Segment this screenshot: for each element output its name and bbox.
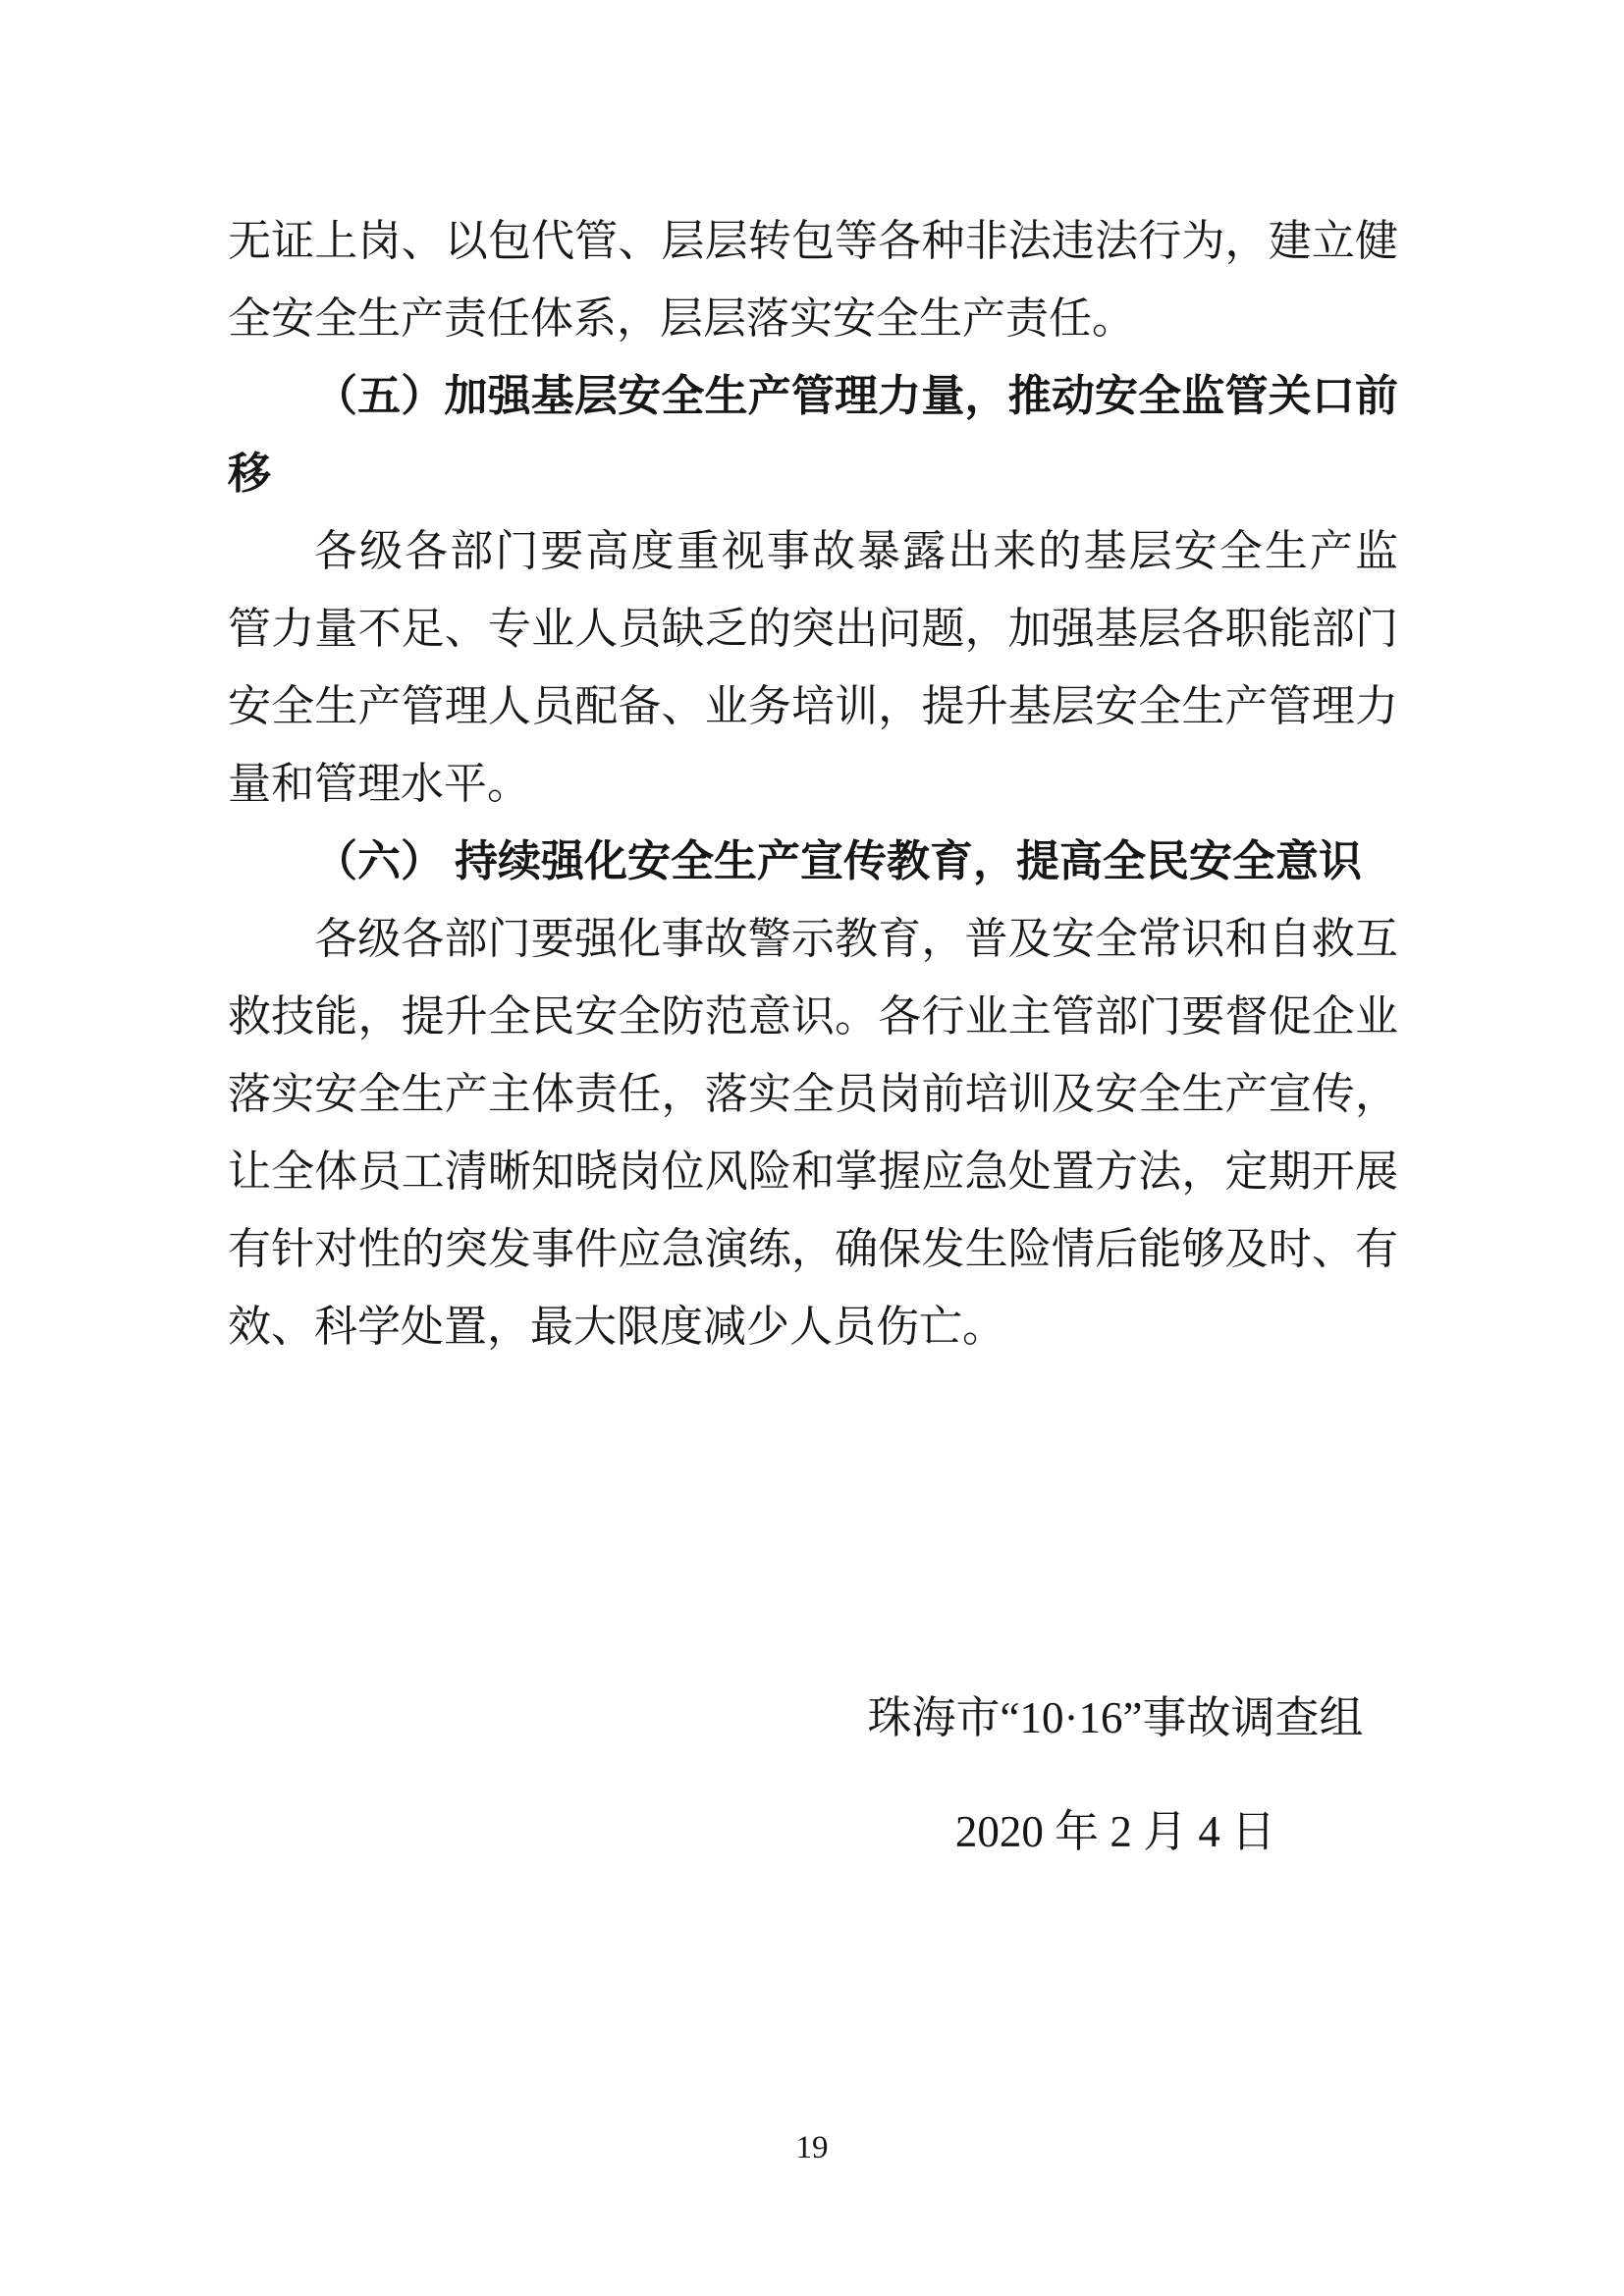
body-text-line: 量和管理水平。 (228, 760, 530, 808)
body-text-line: 有针对性的突发事件应急演练，确保发生险情后能够及时、有 (228, 1225, 1398, 1273)
body-text-line: 落实安全生产主体责任，落实全员岗前培训及安全生产宣传， (228, 1070, 1398, 1118)
section-heading-5-wrap: 移 (228, 450, 271, 498)
document-body (228, 202, 1398, 1365)
signature-date: 2020 年 2 月 4 日 (954, 1807, 1276, 1856)
section-heading-6: （六） 持续强化安全生产宣传教育，提高全民安全意识 (314, 837, 1362, 885)
page-number: 19 (795, 2130, 829, 2165)
body-text-line: 各级各部门要高度重视事故暴露出来的基层安全生产监 (314, 527, 1398, 575)
body-text-line: 全安全生产责任体系，层层落实安全生产责任。 (228, 294, 1135, 343)
body-text-line: 效、科学处置，最大限度减少人员伤亡。 (228, 1303, 1005, 1351)
body-text-line: 救技能，提升全民安全防范意识。各行业主管部门要督促企业 (228, 992, 1398, 1041)
body-text-line: 管力量不足、专业人员缺乏的突出问题，加强基层各职能部门 (228, 605, 1398, 653)
body-text-line: 让全体员工清晰知晓岗位风险和掌握应急处置方法，定期开展 (228, 1148, 1398, 1196)
body-text-line: 安全生产管理人员配备、业务培训，提升基层安全生产管理力 (228, 682, 1398, 730)
body-text-line: 各级各部门要强化事故警示教育，普及安全常识和自救互 (314, 915, 1398, 963)
section-heading-5: （五）加强基层安全生产管理力量，推动安全监管关口前 (314, 372, 1398, 420)
signature: 珠海市“10·16”事故调查组 (867, 1693, 1364, 1742)
body-text-line: 无证上岗、以包代管、层层转包等各种非法违法行为，建立健 (228, 217, 1398, 265)
